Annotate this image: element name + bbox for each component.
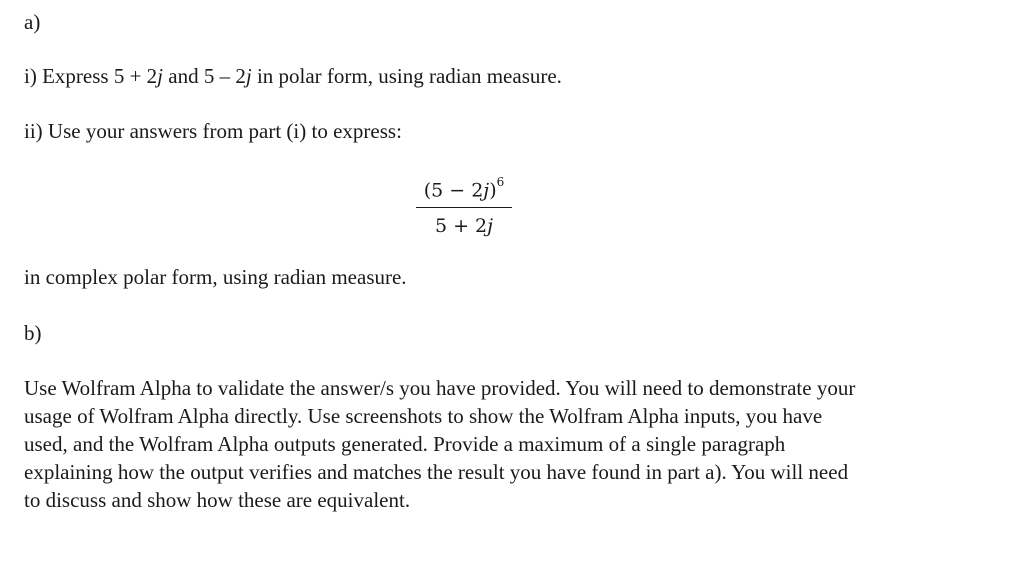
fraction-numerator (416, 172, 512, 203)
fraction-expression (416, 172, 512, 238)
paragraph-line: to discuss and show how these are equivalent. (24, 488, 411, 512)
part-b-label: b) (24, 321, 42, 345)
question-i (24, 64, 562, 88)
question-ii: ii) Use your answers from part (i) to express: (24, 119, 402, 143)
paragraph-line: used, and the Wolfram Alpha outputs generated. Provide a maximum of a single paragraph (24, 432, 786, 456)
imaginary-unit-j: j (245, 64, 252, 88)
fraction-bar (416, 207, 512, 208)
part-a-label: a) (24, 10, 41, 34)
question-i-suffix: in polar form, using radian measure. (251, 64, 562, 88)
part-b-paragraph (24, 374, 999, 514)
numerator-base: (5 − 2𝑗) (423, 179, 497, 202)
paragraph-line: usage of Wolfram Alpha directly. Use screenshots to show the Wolfram Alpha inputs, you have (24, 404, 823, 428)
fraction-denominator: 5 + 2𝑗 (434, 215, 494, 238)
question-ii-continuation: in complex polar form, using radian measure. (24, 265, 407, 289)
numerator-exponent: 6 (496, 175, 505, 189)
paragraph-line: explaining how the output verifies and matches the result you have found in part a). You will need (24, 460, 849, 484)
question-i-prefix: i) Express 5 + 2 (24, 64, 158, 88)
question-i-mid: and 5 – 2 (163, 64, 246, 88)
imaginary-unit-j: j (157, 64, 164, 88)
paragraph-line: Use Wolfram Alpha to validate the answer/s you have provided. You will need to demonstrate your (24, 376, 856, 400)
